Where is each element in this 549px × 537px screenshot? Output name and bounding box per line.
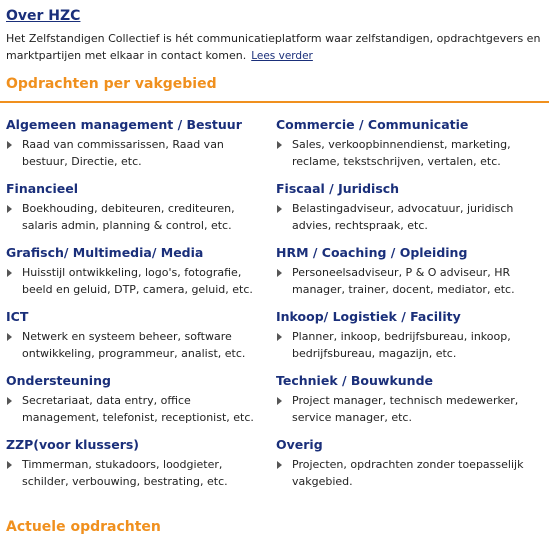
category-desc-text: Secretariaat, data entry, office management, telefonist, receptionist, etc.	[22, 394, 254, 424]
category-description	[276, 201, 541, 234]
bullet-arrow-icon	[277, 461, 282, 469]
category-description	[276, 265, 541, 298]
category-description	[6, 201, 271, 234]
category-desc-text: Planner, inkoop, bedrijfsbureau, inkoop, bedrijfsbureau, magazijn, etc.	[292, 330, 511, 360]
section-divider	[0, 101, 549, 103]
category-desc-text: Netwerk en systeem beheer, software ontwikkeling, programmeur, analist, etc.	[22, 330, 246, 360]
category-description	[6, 137, 271, 170]
bullet-arrow-icon	[7, 461, 12, 469]
category-item	[276, 116, 541, 170]
bullet-arrow-icon	[7, 205, 12, 213]
about-section	[6, 6, 544, 65]
category-link[interactable]: Inkoop/ Logistiek / Facility	[276, 309, 461, 324]
category-item	[6, 180, 271, 234]
category-description	[276, 329, 541, 362]
category-link[interactable]: Ondersteuning	[6, 373, 111, 388]
category-item	[6, 116, 271, 170]
bullet-arrow-icon	[277, 269, 282, 277]
bullet-arrow-icon	[277, 205, 282, 213]
bullet-arrow-icon	[277, 397, 282, 405]
category-link[interactable]: ZZP(voor klussers)	[6, 437, 140, 452]
category-description	[6, 265, 271, 298]
category-desc-text: Raad van commissarissen, Raad van bestuur, Directie, etc.	[22, 138, 224, 168]
category-link[interactable]: Commercie / Communicatie	[276, 117, 469, 132]
category-item	[276, 436, 541, 490]
bullet-arrow-icon	[7, 333, 12, 341]
category-description	[6, 393, 271, 426]
category-desc-text: Sales, verkoopbinnendienst, marketing, reclame, tekstschrijven, vertalen, etc.	[292, 138, 511, 168]
read-more-link[interactable]: Lees verder	[251, 50, 313, 62]
category-desc-text: Belastingadviseur, advocatuur, juridisch advies, rechtspraak, etc.	[292, 202, 514, 232]
category-description	[276, 137, 541, 170]
category-desc-text: Projecten, opdrachten zonder toepasselijk vakgebied.	[292, 458, 524, 488]
category-link[interactable]: HRM / Coaching / Opleiding	[276, 245, 468, 260]
category-desc-text: Timmerman, stukadoors, loodgieter, schilder, verbouwing, bestrating, etc.	[22, 458, 228, 488]
category-link[interactable]: ICT	[6, 309, 29, 324]
category-item	[6, 436, 271, 490]
category-link[interactable]: Algemeen management / Bestuur	[6, 117, 242, 132]
bullet-arrow-icon	[7, 141, 12, 149]
category-description	[6, 457, 271, 490]
category-item	[6, 244, 271, 298]
category-link[interactable]: Techniek / Bouwkunde	[276, 373, 433, 388]
category-desc-text: Boekhouding, debiteuren, crediteuren, salaris admin, planning & control, etc.	[22, 202, 235, 232]
category-link[interactable]: Fiscaal / Juridisch	[276, 181, 400, 196]
category-item	[276, 180, 541, 234]
category-link[interactable]: Overig	[276, 437, 323, 452]
category-link[interactable]: Financieel	[6, 181, 78, 196]
category-item	[6, 372, 271, 426]
category-description	[6, 329, 271, 362]
bullet-arrow-icon	[7, 269, 12, 277]
category-description	[276, 393, 541, 426]
category-description	[276, 457, 541, 490]
category-desc-text: Project manager, technisch medewerker, service manager, etc.	[292, 394, 519, 424]
category-desc-text: Personeelsadviseur, P & O adviseur, HR manager, trainer, docent, mediator, etc.	[292, 266, 515, 296]
category-desc-text: Huisstijl ontwikkeling, logo's, fotografie, beeld en geluid, DTP, camera, geluid, etc.	[22, 266, 253, 296]
category-link[interactable]: Grafisch/ Multimedia/ Media	[6, 245, 204, 260]
category-item	[6, 308, 271, 362]
category-item	[276, 308, 541, 362]
about-description: Het Zelfstandigen Collectief is hét communicatieplatform waar zelfstandigen, opdrachtgevers en marktpartijen met elkaar in contact komen.	[6, 32, 541, 62]
bullet-arrow-icon	[7, 397, 12, 405]
category-item	[276, 244, 541, 298]
bullet-arrow-icon	[277, 141, 282, 149]
section-title: Opdrachten per vakgebied	[6, 76, 217, 92]
next-section-title: Actuele opdrachten	[6, 519, 161, 535]
category-item	[276, 372, 541, 426]
about-title-link[interactable]: Over HZC	[6, 8, 81, 24]
about-text	[6, 30, 544, 65]
bullet-arrow-icon	[277, 333, 282, 341]
